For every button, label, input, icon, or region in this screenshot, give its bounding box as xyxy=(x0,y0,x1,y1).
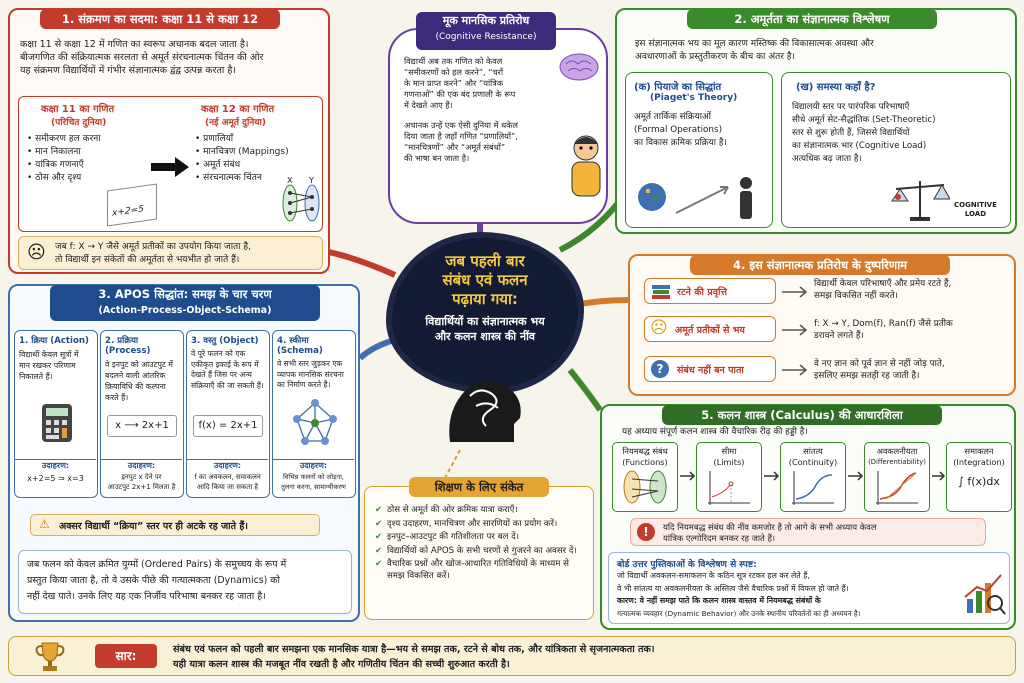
section-1-note xyxy=(18,236,323,270)
cog-subtitle: (Cognitive Resistance) xyxy=(435,32,537,42)
worried-face-icon: ☹ xyxy=(27,242,46,263)
section-1-intro xyxy=(20,38,325,77)
example-label: उदाहरण: xyxy=(299,461,328,470)
brain-icon xyxy=(558,52,600,86)
list-item: • मानचित्रण (Mappings) xyxy=(195,146,289,159)
central-topic-cloud xyxy=(392,238,578,388)
list-item: • ठोस और दृश्य xyxy=(27,172,101,185)
teaching-tips xyxy=(364,480,594,620)
card-text xyxy=(187,349,269,391)
card-line: एकीकृत इकाई के रूप में xyxy=(191,359,259,369)
cog-line: विद्यार्थी अब तक गणित को केवल xyxy=(404,56,503,66)
cog-line: “मानचित्रणों” और “अमूर्त संबंधों” xyxy=(404,142,506,152)
cog-line: अचानक उन्हें एक ऐसी दुनिया में धकेल xyxy=(404,120,518,130)
cognitive-resistance-header xyxy=(416,12,556,50)
mapping-icon xyxy=(620,467,670,507)
consequence-line: इसलिए समझ सतही रह जाती है। xyxy=(814,371,920,381)
example-text: विभिन्न फलनों को जोड़ना, xyxy=(282,473,345,481)
central-subtitle-line: और कलन शास्त्र की नींव xyxy=(434,330,536,343)
summary-bar xyxy=(8,636,1016,676)
flow-title: नियमबद्ध संबंध xyxy=(622,446,668,456)
card-line: करते हैं। xyxy=(105,393,129,402)
problem-title: (ख) समस्या कहाँ है? xyxy=(796,82,876,93)
example-text: इनपुट x देने पर xyxy=(121,473,162,481)
example-text: x+2=5 ⇒ x=3 xyxy=(27,474,84,483)
problem-text xyxy=(792,101,1004,166)
flow-subtitle: (Continuity) xyxy=(788,456,838,467)
books-icon xyxy=(651,283,671,305)
card-line: वे पूरे फलन को एक xyxy=(191,349,246,358)
section-abstraction-analysis xyxy=(615,8,1017,234)
consequence-disconnect xyxy=(644,356,776,382)
class-11-subtitle: (परिचित दुनिया) xyxy=(51,118,107,128)
board-line: कारण: वे नहीं समझ पाते कि कलन शास्त्र वास्तव में नियमबद्ध संबंधों के xyxy=(617,596,821,605)
class-12-title: कक्षा 12 का गणित xyxy=(201,104,275,115)
flow-subtitle: (Integration) xyxy=(953,456,1005,467)
tip-item: ✔ विद्यार्थियों को APOS के सभी चरणों से गुजरने का अवसर दें। xyxy=(375,546,589,558)
growth-head-icon xyxy=(636,169,764,227)
list-item: • समीकरण हल करना xyxy=(27,133,101,146)
section-apos-theory xyxy=(8,284,360,622)
example-text: f का अवकलन, समाकलन xyxy=(194,473,261,481)
map-label-y: Y xyxy=(309,175,315,185)
bottom-line: प्रस्तुत किया जाता है, तो वे उसके पीछे की गत्यात्मकता (Dynamics) को xyxy=(27,575,280,586)
mapping-diagram-icon xyxy=(281,175,321,231)
note-line: जब f: X → Y जैसे अमूर्त प्रतीकों का उपयोग किया जाता है, xyxy=(55,242,252,252)
card-line: मान रखकर परिणाम xyxy=(19,361,76,370)
problem-line: का संज्ञानात्मक भार (Cognitive Load) xyxy=(792,141,927,151)
intro-line: इस संज्ञानात्मक भय का मूल कारण मस्तिष्क की विकासात्मक अवस्था और xyxy=(635,39,874,49)
central-subtitle xyxy=(392,314,578,344)
alert-text xyxy=(663,522,877,544)
section-consequences xyxy=(628,254,1016,396)
analytics-chart-icon xyxy=(963,571,1007,621)
board-line: वे भी सांतत्य या अवकलनीयता के अस्तित्व जैसे वैचारिक प्रश्नों में विफल हो जाते हैं। xyxy=(617,583,849,593)
central-title-line: संबंध एवं फलन xyxy=(442,271,528,289)
trophy-icon xyxy=(33,641,67,677)
section-3-title: 3. APOS सिद्धांत: समझ के चार चरण xyxy=(98,287,272,301)
class-12-list xyxy=(195,133,289,185)
cog-paragraph-1 xyxy=(404,56,564,111)
piaget-card xyxy=(625,72,773,228)
example-text: तुलना करना, सामान्यीकरण xyxy=(281,483,346,491)
card-text xyxy=(273,359,355,391)
card-example xyxy=(187,459,268,492)
book-equation: x+2=5 xyxy=(112,204,144,219)
consequence-line: विद्यार्थी केवल परिभाषाएँ और प्रमेय रटते हैं, xyxy=(814,279,952,289)
section-4-header: 4. इस संज्ञानात्मक प्रतिरोध के दुष्परिणाम xyxy=(690,255,950,275)
book-icon xyxy=(107,183,157,226)
network-icon xyxy=(291,397,339,451)
section-transition-shock xyxy=(8,8,330,274)
warning-text: अक्सर विद्यार्थी “क्रिया” स्तर पर ही अटके रह जाते हैं। xyxy=(59,521,249,532)
example-text: आदि किया जा सकता है xyxy=(196,483,259,491)
consequence-line: डरावने लगते हैं। xyxy=(814,331,864,341)
card-line: संक्रियाएँ की जा सकती हैं। xyxy=(191,380,264,390)
cog-line: गणनाओं” की एक बंद प्रणाली के रूप xyxy=(404,89,516,99)
apos-warning xyxy=(30,514,320,536)
section-2-header: 2. अमूर्तता का संज्ञानात्मक विश्लेषण xyxy=(687,9,937,29)
board-line: जो विद्यार्थी अवकलन-समाकलन के कठिन सूत्र रटकर हल कर लेते हैं, xyxy=(617,571,810,580)
example-label: उदाहरण: xyxy=(41,461,70,470)
board-line: गत्यात्मक व्यवहार (Dynamic Behavior) और उनके स्थानीय परिवर्तनों का ही अध्ययन है। xyxy=(617,608,861,618)
consequence-line: समझ विकसित नहीं करते। xyxy=(814,291,898,301)
section-3-subtitle: (Action-Process-Object-Schema) xyxy=(98,305,272,316)
consequence-rote xyxy=(644,278,776,304)
cog-line: के मान प्राप्त करने” और “यांत्रिक xyxy=(404,78,504,88)
object-visual: f(x) = 2x+1 xyxy=(193,415,263,437)
load-line: COGNITIVE xyxy=(954,201,997,209)
summary-label: सार: xyxy=(95,644,157,668)
cognitive-load-label xyxy=(954,201,997,219)
card-title: 4. स्कीमा (Schema) xyxy=(277,336,323,356)
arrow-to-s4 xyxy=(575,300,628,305)
board-title: बोर्ड उत्तर पुस्तिकाओं के विश्लेषण से स्पष्ट: xyxy=(617,560,757,570)
bottom-line: जब फलन को केवल क्रमित युग्मों (Ordered Pairs) के समुच्चय के रूप में xyxy=(27,559,287,570)
class-12-subtitle: (नई अमूर्त दुनिया) xyxy=(205,118,266,128)
apos-card-schema xyxy=(272,330,356,498)
teaching-tips-list xyxy=(375,505,589,584)
central-subtitle-line: विद्यार्थियों का संज्ञानात्मक भय xyxy=(425,315,545,328)
section-2-intro xyxy=(635,38,1005,64)
integral-expression: ∫ f(x)dx xyxy=(958,475,1000,488)
piaget-line: (Formal Operations) xyxy=(634,125,723,135)
apos-bottom-paragraph xyxy=(19,551,351,611)
summary-line: संबंध एवं फलन को पहली बार समझना एक मानसिक यात्रा है—भय से समझ तक, रटने से बोध तक, और यांत्रिकता से सृजनात्मकता तक। xyxy=(173,644,655,655)
arrow-to-teach xyxy=(445,450,460,478)
apos-card-process xyxy=(100,330,184,498)
list-item: • प्रणालियाँ xyxy=(195,133,289,146)
card-line: व्यापक मानसिक संरचना xyxy=(277,369,344,379)
tangled-head-icon xyxy=(440,372,530,450)
consequence-label: रटने की प्रवृत्ति xyxy=(677,287,728,298)
card-line: विद्यार्थी केवल सूत्रों में xyxy=(19,350,79,359)
flow-title: अवकलनीयता xyxy=(876,446,918,456)
card-text xyxy=(101,359,183,403)
intro-line: कक्षा 11 से कक्षा 12 में गणित का स्वरूप अचानक बदल जाता है। xyxy=(20,39,249,50)
section-1-header: 1. संक्रमण का सदमा: कक्षा 11 से कक्षा 12 xyxy=(40,9,280,29)
cog-line: दिया जाता है जहाँ गणित “प्रणालियों”, xyxy=(404,131,518,141)
problem-line: स्तर से शुरू होती हैं, जिससे विद्यार्थियों xyxy=(792,128,910,138)
tip-item: ✔ इनपुट–आउटपुट की गतिशीलता पर बल दें। xyxy=(375,532,589,544)
warning-icon: ⚠ xyxy=(39,517,50,531)
piaget-line: अमूर्त तार्किक संक्रियाओं xyxy=(634,112,712,122)
piaget-text xyxy=(634,111,770,150)
class-comparison xyxy=(18,96,323,232)
central-title-line: पढ़ाया गया: xyxy=(452,290,518,308)
section-5-header: 5. कलन शास्त्र (Calculus) की आधारशिला xyxy=(662,405,942,425)
flow-subtitle: (Functions) xyxy=(622,456,668,467)
card-title: 3. वस्तु (Object) xyxy=(191,336,259,346)
piaget-title: (क) पियाजे का सिद्धांत xyxy=(634,82,722,93)
card-line: निकालते हैं। xyxy=(19,372,53,381)
intro-line: अवधारणाओं के प्रस्तुतीकरण के बीच का अंतर है। xyxy=(635,52,795,62)
card-line: वे इनपुट को आउटपुट में xyxy=(105,360,173,369)
flow-subtitle: (Limits) xyxy=(713,456,745,467)
problem-line: अत्यधिक बढ़ जाता है। xyxy=(792,154,862,164)
note-line: तो विद्यार्थी इन संकेतों की अमूर्तता से भयभीत हो जाते हैं। xyxy=(55,255,240,265)
apos-card-action xyxy=(14,330,98,498)
alert-icon: ! xyxy=(637,523,655,541)
foundation-alert xyxy=(630,518,986,546)
card-line: देखते हैं जिस पर अन्य xyxy=(191,370,252,379)
map-label-x: X xyxy=(287,175,293,185)
problem-line: सीधे अमूर्त सेट-सैद्धांतिक (Set-Theoretic) xyxy=(792,115,936,125)
problem-line: विद्यालयी स्तर पर पारंपरिक परिभाषाएँ xyxy=(792,102,910,112)
list-item: • मान निकालना xyxy=(27,146,101,159)
consequence-text xyxy=(814,358,945,382)
class-11-title: कक्षा 11 का गणित xyxy=(41,104,115,115)
card-title: 2. प्रक्रिया (Process) xyxy=(105,336,151,356)
arrow-to-s5 xyxy=(570,370,600,410)
consequence-label: संबंध नहीं बन पाता xyxy=(677,365,744,376)
card-example xyxy=(273,459,354,492)
example-label: उदाहरण: xyxy=(127,461,156,470)
example-text: आउटपुट 2x+1 मिलता है xyxy=(107,483,176,491)
flow-integration xyxy=(946,442,1012,512)
load-line: LOAD xyxy=(964,210,987,218)
alert-line: यदि नियमबद्ध संबंध की नींव कमजोर है तो आगे के सभी अध्याय केवल xyxy=(663,522,877,532)
thinking-student-icon xyxy=(566,130,606,204)
section-calculus-foundation xyxy=(600,404,1016,630)
consequence-text xyxy=(814,318,953,342)
consequence-label: अमूर्त प्रतीकों से भय xyxy=(675,325,745,336)
bottom-line: नहीं देख पाते। उनके लिए यह एक निर्जीव परिभाषा बनकर रह जाता है। xyxy=(27,591,266,602)
card-line: क्रियाविधि की कल्पना xyxy=(105,382,166,391)
cognitive-resistance-bubble xyxy=(388,14,608,224)
apos-card-object xyxy=(186,330,270,498)
card-title: 1. क्रिया (Action) xyxy=(19,336,89,346)
card-example xyxy=(101,459,182,492)
flow-title: समाकलन xyxy=(964,446,994,456)
cog-title: मूक मानसिक प्रतिरोध xyxy=(442,14,530,27)
card-line: बदलने वाली आंतरिक xyxy=(105,371,166,380)
calculator-icon xyxy=(41,403,73,447)
consequence-fear xyxy=(644,316,776,342)
summary-line: यही यात्रा कलन शास्त्र की मजबूत नींव रखती है और गणितीय चिंतन की सच्ची शुरुआत करती है। xyxy=(173,659,510,670)
example-label: उदाहरण: xyxy=(213,461,242,470)
card-text xyxy=(15,349,97,382)
card-line: वे सभी स्तर जुड़कर एक xyxy=(277,359,343,368)
intro-line: बीजगणित की संक्रियात्मक सरलता से अमूर्त संरचनात्मक चिंतन की ओर xyxy=(20,52,264,63)
section-3-header xyxy=(50,285,320,321)
process-visual: x ⟶ 2x+1 xyxy=(107,415,177,437)
tip-item: ✔ ठोस से अमूर्त की ओर क्रमिक यात्रा कराएँ। xyxy=(375,505,589,517)
cog-line: “समीकरणों को हल करने”, “चरों xyxy=(404,67,504,77)
question-mark-icon: ? xyxy=(651,360,669,378)
card-line: का निर्माण करते हैं। xyxy=(277,380,331,389)
problem-card xyxy=(781,72,1011,228)
note-text xyxy=(55,241,251,267)
card-example xyxy=(15,459,96,485)
flow-functions xyxy=(612,442,678,512)
class-11-list xyxy=(27,133,101,185)
section-5-intro: यह अध्याय संपूर्ण कलन शास्त्र की वैचारिक रीढ़ की हड्डी है। xyxy=(622,427,808,437)
tip-item: ✔ दृश्य उदाहरण, मानचित्रण और सारणियों का प्रयोग करें। xyxy=(375,519,589,531)
list-item: • संरचनात्मक चिंतन xyxy=(195,172,289,185)
intro-line: यह संक्रमण विद्यार्थियों में गंभीर संज्ञानात्मक द्वंद्व उत्पन्न करता है। xyxy=(20,65,237,76)
piaget-line: का विकास क्रमिक प्रक्रिया है। xyxy=(634,138,727,148)
sad-face-icon: ☹ xyxy=(650,318,668,338)
tip-item: ✔ वैचारिक प्रश्नों और खोज-आधारित गतिविधियों के माध्यम से समझ विकसित करें। xyxy=(375,559,589,582)
board-analysis xyxy=(608,552,1010,624)
list-item: • अमूर्त संबंध xyxy=(195,159,289,172)
central-title-line: जब पहली बार xyxy=(445,252,525,270)
cog-line: की भाषा बन जाता है। xyxy=(404,153,470,163)
balance-scale-icon xyxy=(890,175,950,229)
teaching-tips-header: शिक्षण के लिए संकेत xyxy=(409,477,549,497)
flow-title: सांतत्य xyxy=(803,446,823,456)
right-arrow-icon xyxy=(149,155,191,183)
summary-text xyxy=(173,642,655,672)
apos-bottom-text xyxy=(18,550,352,614)
arrow-to-s3 xyxy=(360,340,395,358)
cog-line: में देखते आए हैं। xyxy=(404,100,453,110)
flow-subtitle: (Differentiability) xyxy=(868,457,926,466)
alert-line: यांत्रिक एल्गोरिदम बनकर रह जाते हैं। xyxy=(663,533,776,543)
board-text xyxy=(617,570,957,620)
flow-title: सीमा xyxy=(721,446,737,456)
consequence-arrows xyxy=(780,282,812,382)
consequence-text xyxy=(814,278,951,302)
list-item: • यांत्रिक गणनाएँ xyxy=(27,159,101,172)
consequence-line: वे नए ज्ञान को पूर्व ज्ञान से नहीं जोड़ पाते, xyxy=(814,359,945,369)
consequence-line: f: X → Y, Dom(f), Ran(f) जैसे प्रतीक xyxy=(814,319,953,329)
piaget-subtitle: (Piaget's Theory) xyxy=(650,93,738,103)
flow-arrows xyxy=(678,470,948,482)
cog-paragraph-2 xyxy=(404,120,566,164)
central-title xyxy=(392,252,578,309)
